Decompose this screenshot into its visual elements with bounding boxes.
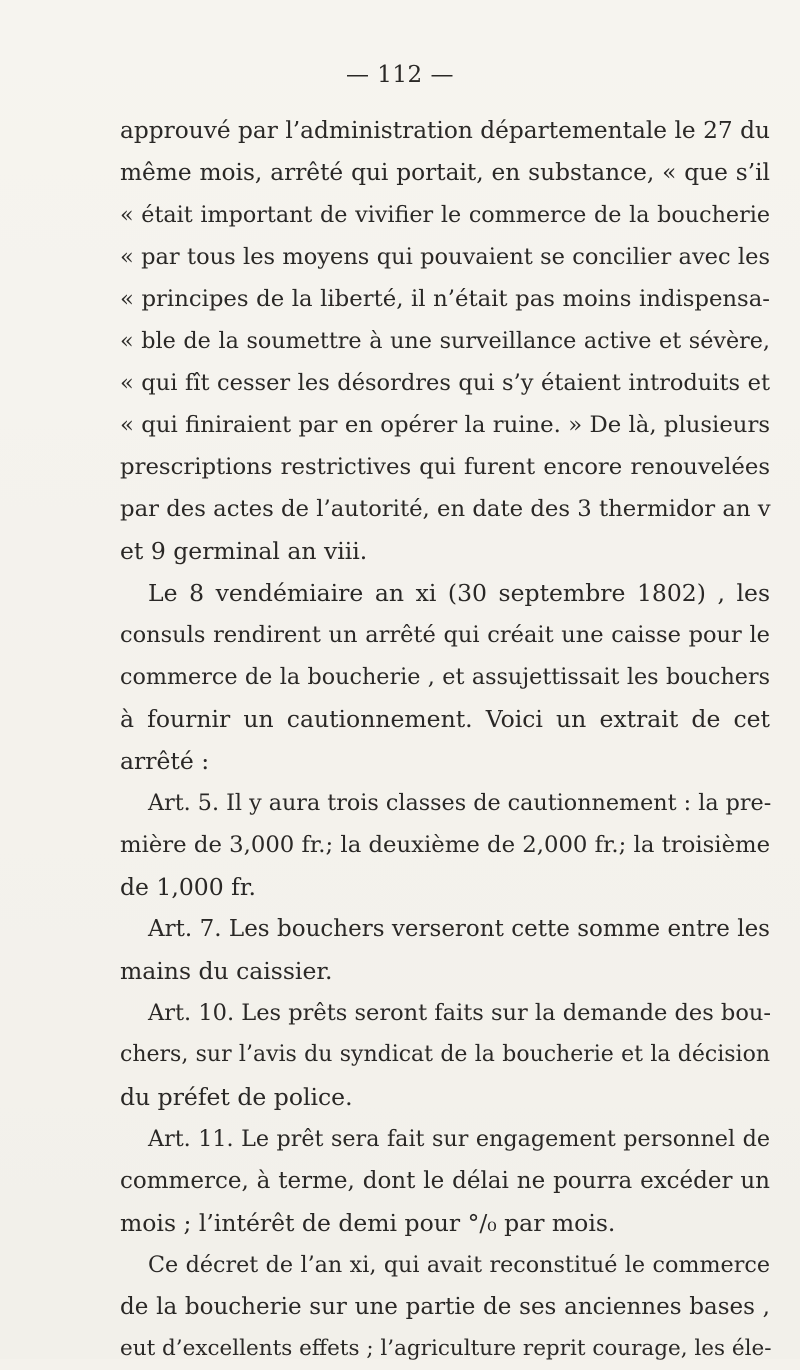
text-line: consuls rendirent un arrêté qui créait une caisse pour le (120, 622, 770, 648)
text-line: commerce, à terme, dont le délai ne pourra excéder un (120, 1168, 770, 1194)
text-line: de la boucherie sur une partie de ses anciennes bases , (120, 1294, 770, 1320)
text-line: chers, sur l’avis du syndicat de la boucherie et la décision (120, 1042, 770, 1067)
text-line: Ce décret de l’an xi, qui avait reconstitué le commerce (148, 1252, 770, 1278)
text-line: Art. 11. Le prêt sera fait sur engagement personnel de (148, 1126, 770, 1152)
text-line: arrêté : (120, 747, 210, 775)
text-line: « qui fît cesser les désordres qui s’y étaient introduits et (120, 370, 770, 396)
text-line: eut d’excellents effets ; l’agriculture reprit courage, les éle- (120, 1336, 772, 1361)
text-line: « qui finiraient par en opérer la ruine. » De là, plusieurs (120, 412, 770, 438)
text-line: même mois, arrêté qui portait, en substance, « que s’il (120, 159, 770, 186)
text-line: Art. 7. Les bouchers verseront cette somme entre les (148, 916, 770, 942)
text-line: Art. 10. Les prêts seront faits sur la demande des bou- (148, 1000, 771, 1026)
text-line: prescriptions restrictives qui furent encore renouvelées (120, 454, 770, 480)
text-line: mois ; l’intérêt de demi pour °/₀ par mois. (120, 1209, 616, 1237)
text-line: de 1,000 fr. (120, 873, 256, 901)
text-line: Le 8 vendémiaire an xi (30 septembre 1802) , les (148, 579, 770, 607)
text-line: approuvé par l’administration départementale le 27 du (120, 117, 770, 144)
text-line: à fournir un cautionnement. Voici un extrait de cet (120, 705, 770, 733)
text-line: mière de 3,000 fr.; la deuxième de 2,000 fr.; la troisième (120, 832, 771, 858)
text-line: par des actes de l’autorité, en date des 3 thermidor an v (120, 496, 771, 522)
text-line: Art. 5. Il y aura trois classes de cautionnement : la pre- (148, 790, 772, 816)
text-line: mains du caissier. (120, 957, 333, 985)
text-line: « ble de la soumettre à une surveillance active et sévère, (120, 328, 770, 354)
text-line: « principes de la liberté, il n’était pas moins indispensa- (120, 286, 770, 312)
text-line: du préfet de police. (120, 1083, 353, 1111)
text-line: « était important de vivifier le commerce de la boucherie (120, 202, 770, 228)
body-text (120, 110, 770, 1370)
text-line: et 9 germinal an viii. (120, 537, 368, 565)
text-line: commerce de la boucherie , et assujettissait les bouchers (120, 664, 770, 690)
page-number: — 112 — (345, 62, 455, 88)
text-line: « par tous les moyens qui pouvaient se concilier avec les (120, 244, 770, 270)
